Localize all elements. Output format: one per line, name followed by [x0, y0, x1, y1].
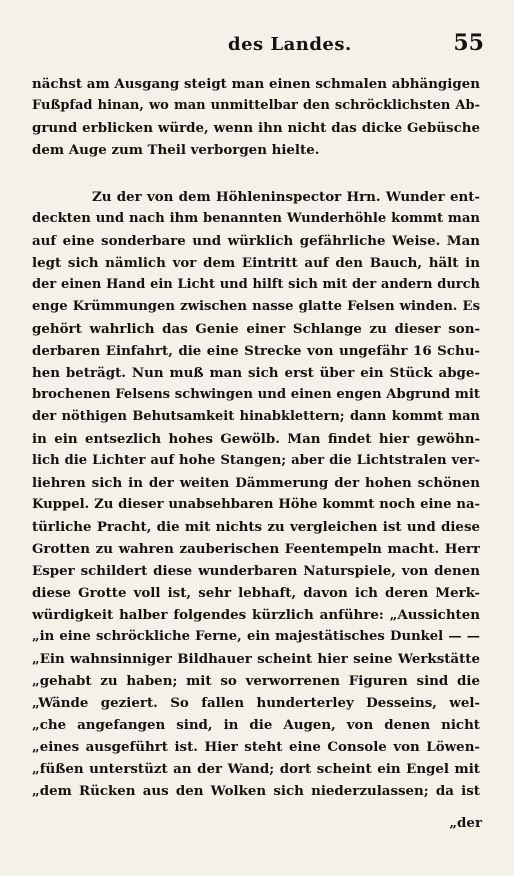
text-line: lich die Lichter auf hohe Stangen; aber die Lichtstralen ver- — [32, 453, 480, 468]
text-line: enge Krümmungen zwischen nasse glatte Felsen winden. Es — [32, 299, 480, 314]
text-line: „Ein wahnsinniger Bildhauer scheint hier seine Werkstätte — [32, 651, 480, 667]
text-line: „Wände geziert. So fallen hunderterley Desseins, wel- — [32, 695, 480, 711]
text-line: dem Auge zum Theil verborgen hielte. — [32, 142, 320, 158]
text-line: auf eine sonderbare und würklich gefährliche Weise. Man — [32, 233, 480, 249]
text-line: brochenen Felsens schwingen und einen engen Abgrund mit — [32, 387, 480, 402]
text-line: Esper schildert diese wunderbaren Naturspiele, von denen — [32, 563, 480, 579]
text-line: deckten und nach ihm benannten Wunderhöhle kommt man — [32, 211, 480, 226]
text-line: in ein entsezlich hohes Gewölb. Man findet hier gewöhn- — [32, 431, 480, 447]
text-line: „eines ausgeführt ist. Hier steht eine Console von Löwen- — [32, 739, 480, 755]
text-line: hen beträgt. Nun muß man sich erst über ein Stück abge- — [32, 365, 480, 381]
catchword: „der — [449, 815, 482, 831]
text-line: „füßen unterstüzt an der Wand; dort scheint ein Engel mit — [32, 761, 480, 777]
text-line: grund erblicken würde, wenn ihn nicht das dicke Gebüsche — [32, 120, 480, 136]
text-line: Grotten zu wahren zauberischen Feentempeln macht. Herr — [32, 541, 480, 557]
text-line: „che angefangen sind, in die Augen, von denen nicht — [32, 717, 480, 733]
page-header — [0, 30, 514, 60]
text-line: würdigkeit halber folgendes kürzlich anführe: „Aussichten — [32, 607, 480, 623]
text-line-indented: Zu der von dem Höhleninspector Hrn. Wunder ent- — [92, 189, 480, 205]
text-line: Kuppel. Zu dieser unabsehbaren Höhe kommt noch eine na- — [32, 497, 480, 512]
text-line: derbaren Einfahrt, die eine Strecke von ungefähr 16 Schu- — [32, 343, 480, 359]
text-line: gehört wahrlich das Genie einer Schlange zu dieser son- — [32, 321, 480, 337]
text-line: liehren sich in der weiten Dämmerung der hohen schönen — [32, 475, 480, 491]
text-line: „in eine schröckliche Ferne, ein majestätisches Dunkel — — — [32, 629, 480, 644]
text-line: der einen Hand ein Licht und hilft sich mit der andern durch — [32, 277, 480, 292]
page-number: 55 — [453, 30, 484, 56]
text-line: legt sich nämlich vor dem Eintritt auf den Bauch, hält in — [32, 255, 480, 271]
text-line: der nöthigen Behutsamkeit hinabklettern; dann kommt man — [32, 409, 480, 424]
text-line: nächst am Ausgang steigt man einen schmalen abhängigen — [32, 76, 480, 92]
running-head: des Landes. — [228, 34, 352, 55]
text-line: Fußpfad hinan, wo man unmittelbar den schröcklichsten Ab- — [32, 98, 480, 113]
text-line: „dem Rücken aus den Wolken sich niederzulassen; da ist — [32, 783, 480, 799]
text-line: türliche Pracht, die mit nichts zu vergleichen ist und diese — [32, 519, 480, 535]
text-line: diese Grotte voll ist, sehr lebhaft, davon ich deren Merk- — [32, 585, 480, 601]
text-line: „gehabt zu haben; mit so verworrenen Figuren sind die — [32, 673, 480, 689]
